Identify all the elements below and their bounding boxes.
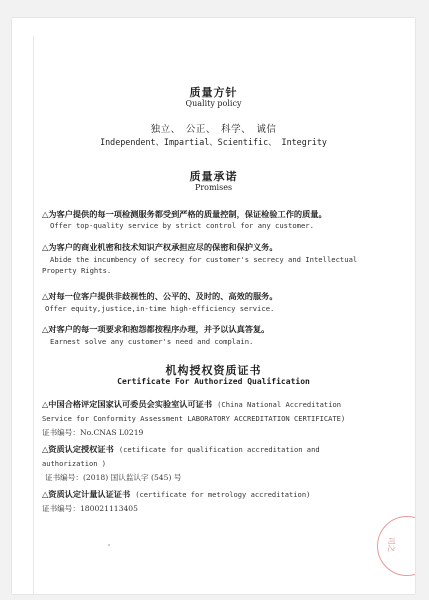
certificates-title-en: Certificate For Authorized Qualification (117, 377, 310, 386)
promise-item-cn: △对客户的每一项要求和抱怨都按程序办理，并予以认真答复。 (42, 324, 270, 334)
promise-item-en: Property Rights. (42, 266, 112, 275)
certificate-number: 证书编号：No.CNAS L0219 (42, 428, 144, 437)
certificate-heading: △资质认定授权证书 (42, 444, 114, 454)
certificate-desc: (certificate for metrology accreditation) (135, 490, 311, 499)
document-page (12, 18, 415, 594)
principles-en: Independent、Impartial、Scientific、 Integrity (100, 137, 327, 147)
promise-item-en: Abide the incumbency of secrecy for customer's secrecy and Intellectual (50, 255, 358, 264)
promise-item-en: Earnest solve any customer's need and complain. (50, 337, 254, 346)
certificate-heading: △资质认定计量认证证书 (42, 489, 131, 499)
promise-item-cn: △对每一位客户提供非歧视性的、公平的、及时的、高效的服务。 (42, 291, 278, 301)
promise-item-cn: △为客户提供的每一项检测服务都受到严格的质量控制，保证检验工作的质量。 (42, 209, 327, 219)
certificate-item (42, 441, 360, 483)
certificate-heading: △中国合格评定国家认可委员会实验室认可证书 (42, 399, 213, 409)
promises-title-en: Promises (194, 183, 233, 192)
page-edge-line (33, 36, 34, 594)
promise-item-en: Offer top-quality service by strict control for any customer. (50, 221, 314, 230)
certificate-desc: (cetificate for qualification accreditation and authorization ) (42, 445, 320, 468)
certificate-item (42, 396, 360, 438)
principles-cn: 独立、 公正、 科学、 诚信 (150, 124, 277, 135)
promise-item-cn: △为客户的商业机密和技术知识产权承担应尽的保密和保护义务。 (42, 242, 278, 252)
certificate-desc: (China National Accreditation Service for Conformity Assessment LABORATORY ACCREDITATION CERTIFICATE) (42, 400, 346, 423)
certificate-number: 证书编号：180021113405 (42, 504, 138, 513)
speck (108, 544, 110, 546)
certificates-title-cn: 机构授权资质证书 (165, 364, 262, 377)
quality-policy-title-cn: 质量方针 (189, 86, 238, 99)
promise-item-en: Offer equity,justice,in-time high-efficiency service. (45, 304, 275, 313)
quality-policy-title-en: Quality policy (185, 99, 242, 108)
seal-stamp (377, 516, 415, 576)
seal-stamp-text: 司之 (387, 537, 396, 552)
certificate-item (42, 486, 360, 514)
certificate-number: 证书编号：(2018) 国认监认字 (545) 号 (45, 473, 182, 482)
promises-title-cn: 质量承诺 (189, 170, 238, 183)
